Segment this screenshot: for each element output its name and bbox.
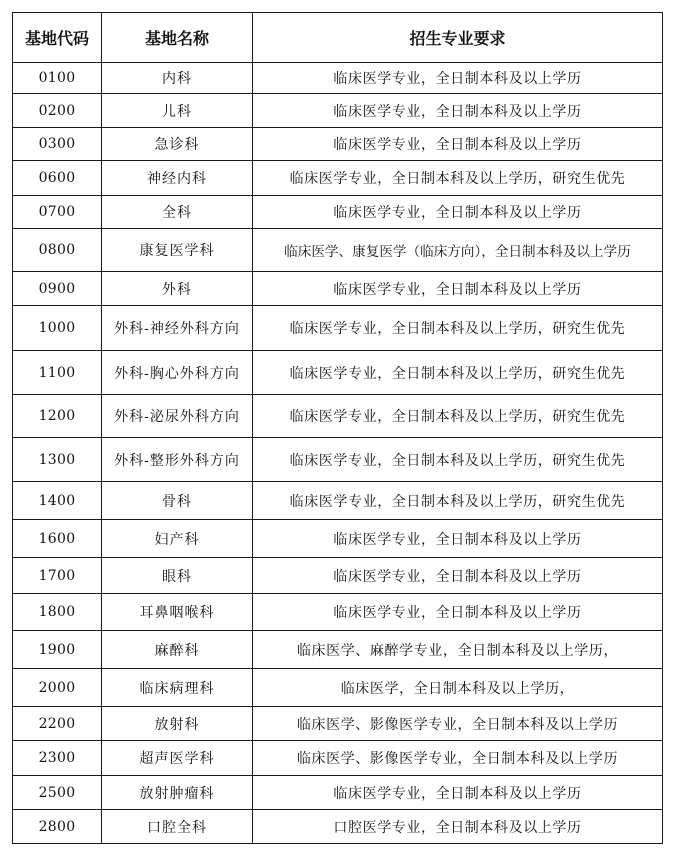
base-name-cell: 骨科 — [102, 482, 253, 520]
requirement-cell: 临床医学、影像医学专业，全日制本科及以上学历 — [253, 741, 663, 776]
requirement-cell: 临床医学专业，全日制本科及以上学历，研究生优先 — [253, 161, 663, 196]
requirement-cell: 临床医学专业，全日制本科及以上学历 — [253, 272, 663, 306]
requirement-cell: 临床医学专业，全日制本科及以上学历 — [253, 558, 663, 594]
base-code-cell: 1200 — [13, 395, 102, 438]
base-name-cell: 临床病理科 — [102, 669, 253, 707]
base-name-cell: 神经内科 — [102, 161, 253, 196]
base-name-cell: 内科 — [102, 63, 253, 94]
table-row — [13, 128, 663, 161]
requirement-cell: 临床医学专业，全日制本科及以上学历，研究生优先 — [253, 482, 663, 520]
table-header-row — [13, 13, 663, 63]
base-name-cell: 儿科 — [102, 94, 253, 128]
table-row — [13, 520, 663, 558]
base-code-cell: 2000 — [13, 669, 102, 707]
base-name-cell: 耳鼻咽喉科 — [102, 594, 253, 631]
base-name-cell: 麻醉科 — [102, 631, 253, 669]
requirement-cell: 临床医学专业，全日制本科及以上学历，研究生优先 — [253, 306, 663, 351]
base-name-cell: 口腔全科 — [102, 810, 253, 844]
base-requirements-table — [12, 12, 663, 844]
base-code-cell: 1600 — [13, 520, 102, 558]
table-row — [13, 395, 663, 438]
base-code-cell: 1100 — [13, 351, 102, 395]
requirement-cell: 临床医学专业，全日制本科及以上学历，研究生优先 — [253, 351, 663, 395]
base-name-cell: 康复医学科 — [102, 229, 253, 272]
requirement-cell: 临床医学专业，全日制本科及以上学历 — [253, 196, 663, 229]
table-row — [13, 161, 663, 196]
requirement-cell: 临床医学专业，全日制本科及以上学历 — [253, 63, 663, 94]
requirement-cell: 临床医学专业，全日制本科及以上学历 — [253, 776, 663, 810]
base-name-cell: 外科 — [102, 272, 253, 306]
requirement-cell: 临床医学专业，全日制本科及以上学历 — [253, 520, 663, 558]
header-requirement: 招生专业要求 — [253, 13, 663, 63]
header-base-name: 基地名称 — [102, 13, 253, 63]
requirement-cell: 临床医学专业，全日制本科及以上学历 — [253, 94, 663, 128]
base-name-cell: 外科-整形外科方向 — [102, 438, 253, 482]
base-code-cell: 1000 — [13, 306, 102, 351]
table-row — [13, 631, 663, 669]
base-code-cell: 2300 — [13, 741, 102, 776]
base-code-cell: 1300 — [13, 438, 102, 482]
table-row — [13, 594, 663, 631]
base-name-cell: 全科 — [102, 196, 253, 229]
table-row — [13, 776, 663, 810]
table-row — [13, 558, 663, 594]
base-code-cell: 2200 — [13, 707, 102, 741]
table-row — [13, 229, 663, 272]
requirement-cell: 临床医学专业，全日制本科及以上学历 — [253, 128, 663, 161]
base-name-cell: 眼科 — [102, 558, 253, 594]
base-code-cell: 0600 — [13, 161, 102, 196]
table-row — [13, 351, 663, 395]
requirement-cell: 口腔医学专业，全日制本科及以上学历 — [253, 810, 663, 844]
base-code-cell: 2800 — [13, 810, 102, 844]
base-name-cell: 急诊科 — [102, 128, 253, 161]
base-code-cell: 1700 — [13, 558, 102, 594]
base-code-cell: 0100 — [13, 63, 102, 94]
base-code-cell: 0700 — [13, 196, 102, 229]
requirement-cell: 临床医学专业，全日制本科及以上学历，研究生优先 — [253, 395, 663, 438]
table-row — [13, 196, 663, 229]
base-name-cell: 超声医学科 — [102, 741, 253, 776]
base-name-cell: 妇产科 — [102, 520, 253, 558]
table-row — [13, 669, 663, 707]
requirement-cell: 临床医学专业，全日制本科及以上学历 — [253, 594, 663, 631]
base-name-cell: 放射科 — [102, 707, 253, 741]
table-row — [13, 707, 663, 741]
base-code-cell: 0200 — [13, 94, 102, 128]
base-code-cell: 0300 — [13, 128, 102, 161]
base-name-cell: 外科-神经外科方向 — [102, 306, 253, 351]
table-row — [13, 306, 663, 351]
requirement-cell: 临床医学、麻醉学专业，全日制本科及以上学历， — [253, 631, 663, 669]
requirement-cell: 临床医学、康复医学（临床方向），全日制本科及以上学历 — [253, 229, 663, 272]
table-row — [13, 482, 663, 520]
table-row — [13, 94, 663, 128]
requirement-cell: 临床医学专业，全日制本科及以上学历，研究生优先 — [253, 438, 663, 482]
base-code-cell: 1900 — [13, 631, 102, 669]
base-name-cell: 放射肿瘤科 — [102, 776, 253, 810]
base-code-cell: 0900 — [13, 272, 102, 306]
requirement-cell: 临床医学，全日制本科及以上学历， — [253, 669, 663, 707]
table-row — [13, 63, 663, 94]
base-name-cell: 外科-泌尿外科方向 — [102, 395, 253, 438]
table-body — [13, 63, 663, 844]
base-name-cell: 外科-胸心外科方向 — [102, 351, 253, 395]
base-code-cell: 1400 — [13, 482, 102, 520]
table-row — [13, 810, 663, 844]
base-code-cell: 2500 — [13, 776, 102, 810]
table-row — [13, 438, 663, 482]
header-base-code: 基地代码 — [13, 13, 102, 63]
table-row — [13, 741, 663, 776]
table-row — [13, 272, 663, 306]
requirement-cell: 临床医学、影像医学专业，全日制本科及以上学历 — [253, 707, 663, 741]
base-code-cell: 1800 — [13, 594, 102, 631]
base-code-cell: 0800 — [13, 229, 102, 272]
